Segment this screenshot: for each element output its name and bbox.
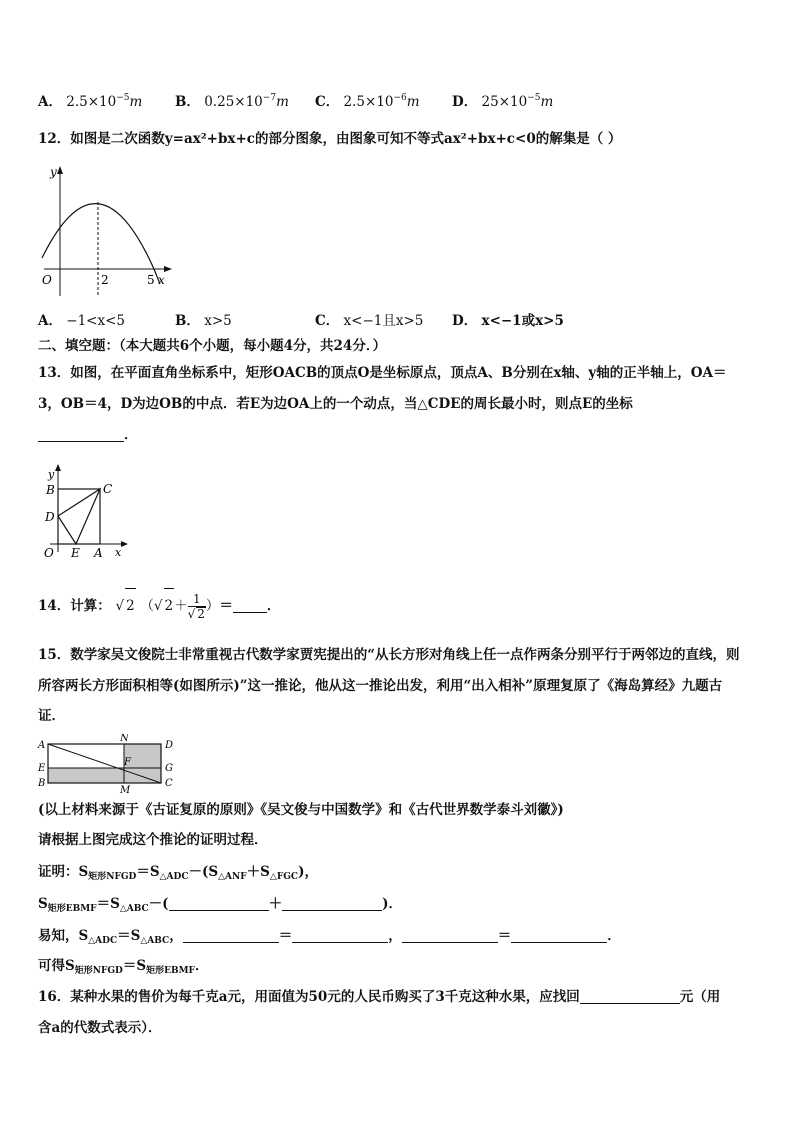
svg-text:O: O (44, 546, 54, 560)
q12-stem: 12．如图是二次函数y=ax²+bx+c的部分图象，由图象可知不等式ax²+bx+c<0的解集是（ ） (38, 131, 622, 147)
q15-blank-2[interactable] (282, 896, 382, 911)
svg-text:M: M (120, 785, 131, 794)
q12-parabola-graph (36, 160, 176, 300)
q15-proof-line4: 可得$S_{矩形NFGD}=S_{矩形EBMF}$． (38, 958, 209, 976)
q12-option-a: A． −1<x<5 (38, 313, 126, 329)
svg-text:C: C (165, 778, 173, 789)
q12-tick-2: 2 (101, 273, 109, 287)
q12-option-c: C． x<−1且x>5 (315, 313, 424, 329)
q15-blank-6[interactable] (511, 928, 607, 943)
q15-ask: 请根据上图完成这个推论的证明过程． (38, 832, 268, 848)
q11-option-c: C． $2.5\times 10^{-6}m$ (315, 93, 420, 110)
q13-answer-blank[interactable] (38, 427, 124, 442)
q15-figure (36, 734, 186, 794)
q13-line2: 3，OB＝4，D为边OB的中点．若E为边OA上的一个动点，当△CDE的周长最小时，则点E的坐标 (38, 396, 633, 412)
q12-x-label: x (158, 273, 165, 287)
svg-text:E: E (38, 763, 46, 774)
q15-proof-line1: 证明：$S_{矩形NFGD}=S_{\triangle ADC}-(S_{\triangle ANF}+S_{\triangle FGC})$， (38, 864, 318, 882)
q15-blank-3[interactable] (183, 928, 279, 943)
q16-answer-blank[interactable] (580, 989, 680, 1004)
svg-text:D: D (165, 740, 174, 751)
q14-answer-blank[interactable] (233, 598, 267, 613)
svg-text:A: A (94, 546, 103, 560)
q13-answer-line: ． (38, 425, 138, 445)
section-2-heading: 二、填空题：（本大题共6个小题，每小题4分，共24分．） (38, 338, 387, 354)
svg-text:B: B (46, 483, 55, 497)
q11-option-a: A． $2.5\times 10^{-5}m$ (38, 93, 143, 110)
q12-tick-5: 5 (147, 273, 155, 287)
q11-option-b: B． $0.25\times 10^{-7}m$ (175, 93, 289, 110)
q12-y-label: y (50, 165, 57, 179)
q15-proof-line3: 易知，$S_{\triangle ADC}=S_{\triangle ABC}$， ＝ ， ＝ ． (38, 928, 621, 946)
q13-line1: 13．如图，在平面直角坐标系中，矩形OACB的顶点O是坐标原点，顶点A、B分别在x轴、y轴的正半轴上，OA＝ (38, 365, 727, 381)
svg-text:C: C (103, 482, 113, 496)
svg-text:x: x (115, 546, 122, 559)
q11-option-d: D． $25\times 10^{-5}m$ (452, 93, 554, 110)
svg-text:G: G (165, 763, 173, 774)
q15-proof-line2: $S_{矩形EBMF}=S_{\triangle ABC}-$( ＋ )． (38, 896, 402, 914)
q12-origin-label: O (42, 273, 52, 287)
svg-text:N: N (120, 734, 129, 744)
q13-figure (36, 460, 136, 564)
svg-text:B: B (38, 778, 46, 789)
q15-line1: 15．数学家吴文俊院士非常重视古代数学家贾宪提出的“从长方形对角线上任一点作两条分别平行于两邻边的直线，则 (38, 647, 740, 663)
svg-text:y: y (48, 468, 55, 481)
q12-option-d: D． x<−1或x>5 (452, 313, 564, 329)
q15-blank-4[interactable] (292, 928, 388, 943)
q12-option-b: B． x>5 (175, 313, 232, 329)
q15-source: (以上材料来源于《古证复原的原则》《吴文俊与中国数学》和《古代世界数学泰斗刘徽》) (38, 802, 564, 818)
svg-text:A: A (38, 740, 46, 751)
q15-blank-5[interactable] (402, 928, 498, 943)
q15-line2: 所容两长方形面积相等(如图所示)”这一推论，他从这一推论出发，利用“出入相补”原理复原了《海岛算经》九题古 (38, 678, 723, 694)
q15-line3: 证． (38, 708, 65, 724)
svg-text:F: F (124, 757, 131, 768)
svg-text:E: E (71, 546, 80, 560)
q16-line1: 16．某种水果的售价为每千克a元，用面值为50元的人民币购买了3千克这种水果，应找回 元（用 (38, 989, 721, 1005)
q16-line2: 含a的代数式表示）． (38, 1020, 162, 1036)
svg-text:D: D (45, 510, 55, 524)
q15-blank-1[interactable] (169, 896, 269, 911)
q14-line: 14．计算： √ 2 （√ 2＋ $\frac{1}{√ 2}$ ）＝ ． (38, 588, 280, 623)
